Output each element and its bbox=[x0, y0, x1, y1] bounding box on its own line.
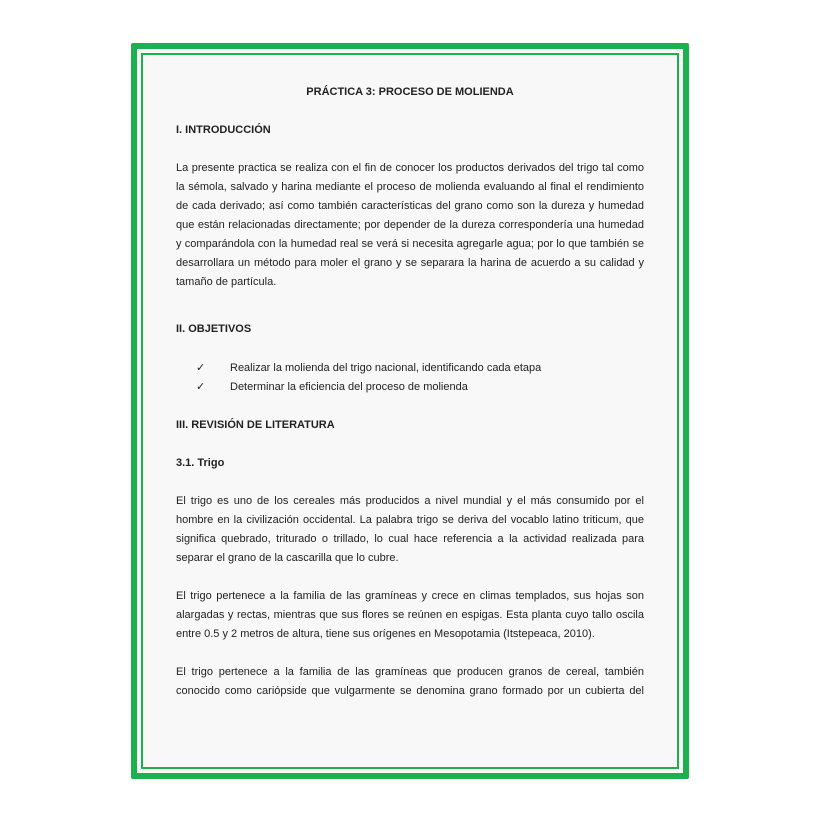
text-line: La presente practica se realiza con el fin de conocer los productos derivados del trigo tal como bbox=[176, 162, 644, 174]
text-line: hombre en la civilización occidental. La palabra trigo se deriva del vocablo latino triticum, que bbox=[176, 514, 644, 526]
text-line: entre 0.5 y 2 metros de altura, tiene sus orígenes en Mesopotamia (Itstepeaca, 2010). bbox=[176, 628, 595, 640]
objective-text: Determinar la eficiencia del proceso de molienda bbox=[230, 381, 468, 393]
text-line: El trigo pertenece a la familia de las gramíneas y crece en climas templados, sus hojas son bbox=[176, 590, 644, 602]
text-line: conocido como cariópside que vulgarmente se denomina grano formado por un cubierta del bbox=[176, 685, 644, 697]
heading-introduccion: I. INTRODUCCIÓN bbox=[176, 124, 271, 136]
text-line: que están relacionadas directamente; por depender de la dureza correspondería una humedad bbox=[176, 219, 644, 231]
paragraph-trigo-3 bbox=[176, 663, 644, 701]
check-icon: ✓ bbox=[196, 362, 206, 374]
heading-trigo: 3.1. Trigo bbox=[176, 457, 225, 469]
paragraph-trigo-1 bbox=[176, 492, 644, 568]
text-line: de cada derivado; así como también características del grano como son la dureza y humedad bbox=[176, 200, 644, 212]
text-line: significa quebrado, triturado o trillado, lo cual hace referencia a la actividad realizada para bbox=[176, 533, 644, 545]
heading-revision-literatura: III. REVISIÓN DE LITERATURA bbox=[176, 419, 335, 431]
text-line: desarrollara un método para moler el grano y se separara la harina de acuerdo a su calidad y bbox=[176, 257, 644, 269]
objective-item bbox=[196, 378, 468, 397]
text-line: separar el grano de la cascarilla que lo cubre. bbox=[176, 552, 399, 564]
document-title: PRÁCTICA 3: PROCESO DE MOLIENDA bbox=[306, 86, 514, 98]
text-line: El trigo es uno de los cereales más producidos a nivel mundial y el más consumido por el bbox=[176, 495, 644, 507]
text-line: tamaño de partícula. bbox=[176, 276, 277, 288]
intro-paragraph bbox=[176, 159, 644, 292]
text-line: El trigo pertenece a la familia de las gramíneas que producen granos de cereal, también bbox=[176, 666, 644, 678]
check-icon: ✓ bbox=[196, 381, 206, 393]
objective-text: Realizar la molienda del trigo nacional, identificando cada etapa bbox=[230, 362, 542, 374]
text-line: la sémola, salvado y harina mediante el proceso de molienda evaluando al final el rendimiento bbox=[176, 181, 644, 193]
heading-objetivos: II. OBJETIVOS bbox=[176, 323, 252, 335]
objective-item bbox=[196, 359, 541, 378]
paragraph-trigo-2 bbox=[176, 587, 644, 644]
text-line: y comparándola con la humedad real se verá si necesita agregarle agua; por lo que también se bbox=[176, 238, 644, 250]
text-line: alargadas y rectas, mientras que sus flores se reúnen en espigas. Esta planta cuyo tallo oscila bbox=[176, 609, 644, 621]
